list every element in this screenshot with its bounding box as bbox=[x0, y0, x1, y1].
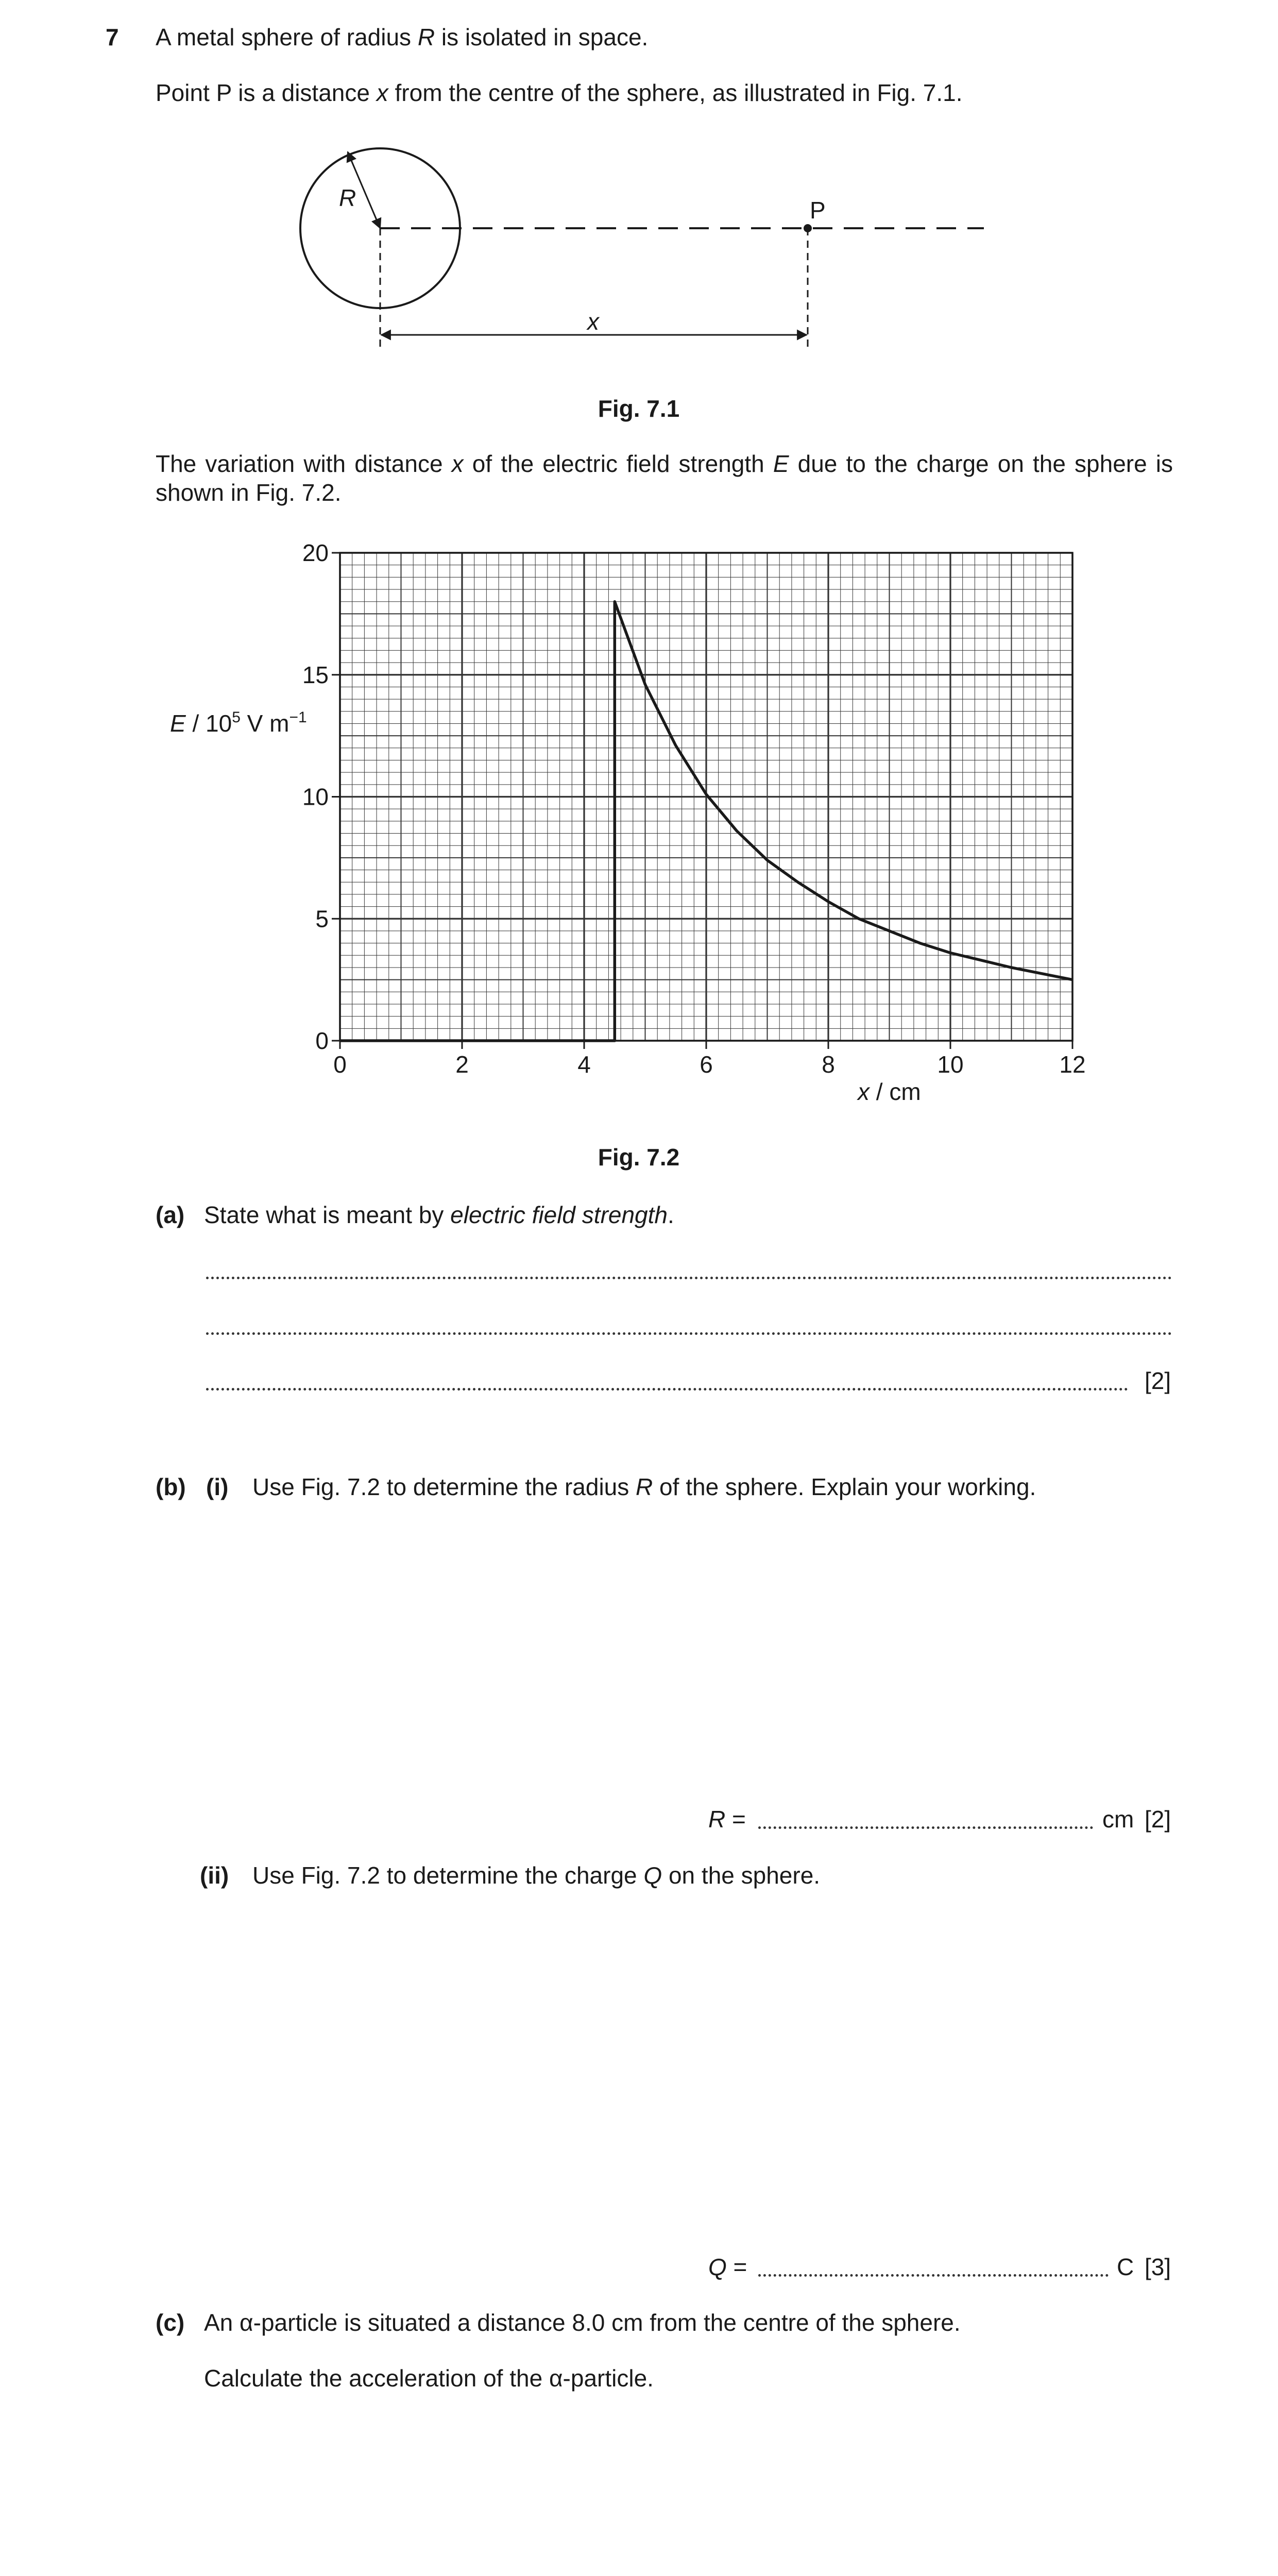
fig72-intro-paragraph bbox=[156, 449, 1173, 507]
para-var-x: x bbox=[451, 450, 464, 477]
part-b-ii-text-b: on the sphere. bbox=[662, 1862, 821, 1889]
y-tick-label: 20 bbox=[302, 539, 329, 566]
answer-line-a-3[interactable] bbox=[206, 1388, 1128, 1391]
answer-q-label bbox=[708, 2252, 747, 2281]
part-b-ii-label: (ii) bbox=[200, 1862, 229, 1889]
answer-q-field[interactable] bbox=[758, 2274, 1109, 2277]
x-axis-symbol: x bbox=[858, 1078, 870, 1105]
y-axis-unit-a: / 10 bbox=[185, 710, 232, 737]
part-a-text-italic: electric field strength bbox=[450, 1201, 668, 1228]
y-tick-label: 5 bbox=[315, 905, 329, 933]
answer-r-unit: cm bbox=[1102, 1806, 1134, 1833]
intro2-var-x: x bbox=[376, 79, 388, 106]
part-a-text-a: State what is meant by bbox=[204, 1201, 451, 1228]
part-b-i-text-a: Use Fig. 7.2 to determine the radius bbox=[252, 1473, 636, 1500]
y-axis-symbol: E bbox=[170, 710, 186, 737]
para-text-a: The variation with distance bbox=[156, 450, 452, 477]
part-b-ii-question bbox=[252, 1861, 820, 1890]
answer-q-equals: = bbox=[726, 2253, 747, 2280]
y-tick-label: 0 bbox=[315, 1027, 329, 1054]
x-axis-unit: / cm bbox=[870, 1078, 921, 1105]
answer-r-symbol: R bbox=[708, 1806, 726, 1833]
figure-7-1 bbox=[0, 0, 1278, 361]
intro-var-r: R bbox=[417, 24, 435, 50]
intro2-text-a: Point P is a distance bbox=[156, 79, 377, 106]
y-tick-label: 10 bbox=[302, 783, 329, 810]
part-b-i-label: (i) bbox=[206, 1473, 229, 1500]
part-b-i-var-r: R bbox=[636, 1473, 653, 1500]
part-a-marks: [2] bbox=[1145, 1367, 1171, 1394]
fig-7-2-caption: Fig. 7.2 bbox=[598, 1144, 680, 1171]
x-axis-label bbox=[857, 1078, 921, 1105]
fig-7-1-caption: Fig. 7.1 bbox=[598, 395, 680, 422]
y-axis-unit-b: V m bbox=[240, 710, 289, 737]
x-tick-label: 12 bbox=[1059, 1051, 1086, 1078]
x-tick-label: 2 bbox=[455, 1051, 469, 1078]
part-b-ii-var-q: Q bbox=[643, 1862, 662, 1889]
intro2-text-b: from the centre of the sphere, as illustrated in Fig. 7.1. bbox=[388, 79, 963, 106]
label-x: x bbox=[587, 308, 599, 335]
para-text-c: due to the charge on the sphere is shown in Fig. 7.2. bbox=[156, 450, 1173, 506]
part-b-label: (b) bbox=[156, 1473, 186, 1500]
part-c-text-2: Calculate the acceleration of the α-particle. bbox=[204, 2365, 654, 2392]
part-b-ii-text-a: Use Fig. 7.2 to determine the charge bbox=[252, 1862, 644, 1889]
y-axis-label bbox=[170, 709, 307, 737]
part-b-i-text-b: of the sphere. Explain your working. bbox=[653, 1473, 1036, 1500]
intro-text-b: is isolated in space. bbox=[435, 24, 649, 50]
part-c-text-1: An α-particle is situated a distance 8.0 cm from the centre of the sphere. bbox=[204, 2309, 961, 2336]
part-a-question bbox=[204, 1200, 674, 1229]
part-a-text-b: . bbox=[668, 1201, 674, 1228]
part-b-i-marks: [2] bbox=[1145, 1806, 1171, 1833]
y-axis-exp: 5 bbox=[232, 709, 241, 726]
y-axis-exp2: −1 bbox=[289, 709, 307, 726]
x-tick-label: 10 bbox=[937, 1051, 964, 1078]
y-tick-label: 15 bbox=[302, 661, 329, 688]
part-c-label: (c) bbox=[156, 2309, 185, 2336]
x-tick-label: 8 bbox=[822, 1051, 835, 1078]
answer-line-a-1[interactable] bbox=[206, 1277, 1172, 1279]
answer-r-label bbox=[708, 1805, 746, 1834]
answer-r-field[interactable] bbox=[758, 1826, 1093, 1829]
para-var-e: E bbox=[773, 450, 789, 477]
x-tick-label: 6 bbox=[700, 1051, 713, 1078]
intro-text-a: A metal sphere of radius bbox=[156, 24, 418, 50]
figure-7-2-chart bbox=[0, 526, 1278, 1133]
answer-q-unit: C bbox=[1117, 2253, 1134, 2280]
chart-grid bbox=[340, 553, 1072, 1041]
answer-line-a-2[interactable] bbox=[206, 1332, 1172, 1335]
question-number: 7 bbox=[106, 24, 119, 50]
part-a-label: (a) bbox=[156, 1201, 185, 1228]
label-p: P bbox=[810, 197, 826, 224]
x-tick-label: 0 bbox=[333, 1051, 347, 1078]
para-text-b: of the electric field strength bbox=[463, 450, 773, 477]
label-r: R bbox=[339, 184, 356, 211]
part-b-i-question bbox=[252, 1472, 1036, 1501]
part-b-ii-marks: [3] bbox=[1145, 2253, 1171, 2280]
x-tick-label: 4 bbox=[577, 1051, 591, 1078]
answer-q-symbol: Q bbox=[708, 2253, 727, 2280]
answer-r-equals: = bbox=[725, 1806, 746, 1833]
